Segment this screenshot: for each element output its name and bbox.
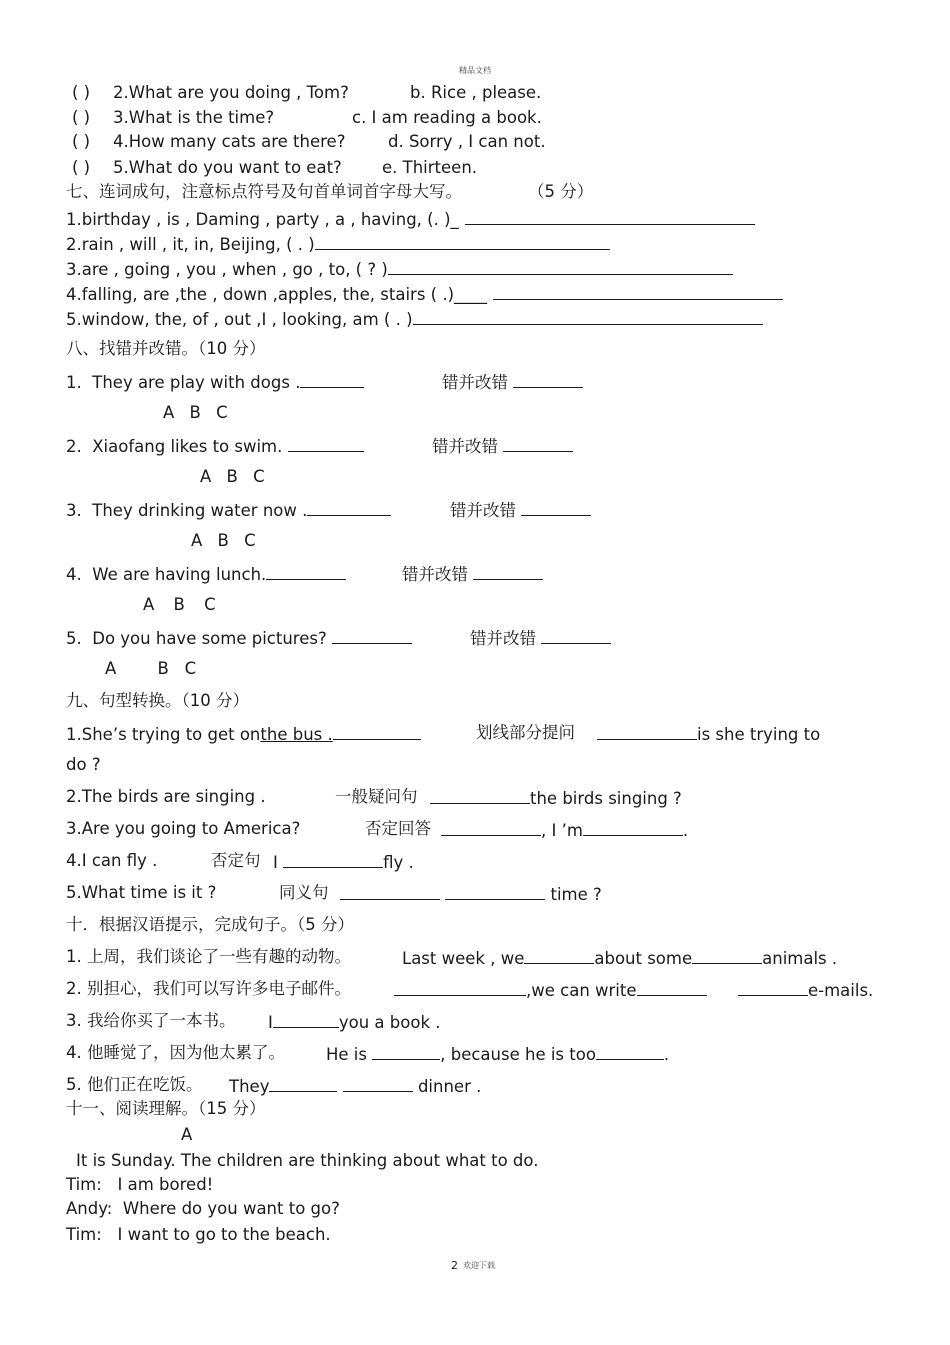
answer-blank: [300, 373, 364, 388]
section7-item: [66, 210, 755, 229]
answer-blank: [583, 821, 683, 836]
reading-line: Andy: Where do you want to go?: [66, 1199, 340, 1218]
option-letters: A B C: [191, 531, 256, 550]
match-answer: e. Thirteen.: [382, 158, 478, 177]
answer-blank: [388, 260, 733, 275]
match-paren: ( ): [72, 83, 91, 102]
section9-item: 3.Are you going to America?: [66, 819, 301, 838]
page-number: 2: [451, 1259, 458, 1272]
answer-blank: [430, 789, 530, 804]
reading-line: Tim: I want to go to the beach.: [66, 1225, 331, 1244]
transform-hint: 同义句: [279, 883, 329, 902]
option-letters: A B C: [143, 595, 216, 614]
answer-blank: [637, 981, 707, 996]
correct-label: 错并改错: [450, 501, 591, 520]
underlined-part: the bus .: [260, 725, 333, 744]
match-answer: d. Sorry , I can not.: [388, 132, 546, 151]
item-number: 1.: [66, 373, 82, 392]
match-question: 3.What is the time?: [113, 108, 275, 127]
answer-blank: [445, 885, 545, 900]
answer-blank: [340, 885, 440, 900]
section11-title: 十一、阅读理解。（15 分）: [66, 1099, 266, 1118]
section10-chinese: 1. 上周，我们谈论了一些有趣的动物。: [66, 947, 351, 966]
match-paren: ( ): [72, 108, 91, 127]
section9-item: do ?: [66, 755, 101, 774]
correct-label: 错并改错: [442, 373, 583, 392]
section10-title: 十．根据汉语提示，完成句子。（5 分）: [66, 915, 354, 934]
answer-blank: [283, 853, 383, 868]
transform-hint: 划线部分提问: [476, 723, 575, 742]
section7-item: [66, 285, 783, 304]
section10-chinese: 2. 别担心，我们可以写许多电子邮件。: [66, 979, 351, 998]
reading-line: It is Sunday. The children are thinking about what to do.: [76, 1151, 539, 1170]
section8-item: [66, 373, 364, 392]
answer-blank: [738, 981, 808, 996]
header-watermark: 精品文档: [459, 66, 491, 75]
section7-item: [66, 310, 763, 329]
section9-item: time ?: [340, 885, 602, 904]
section8-item: [66, 437, 364, 456]
answer-blank: [541, 629, 611, 644]
item-text: 3.are , going , you , when , go , to, ( ? ): [66, 260, 388, 279]
option-letters: A B C: [163, 403, 228, 422]
correct-label: 错并改错: [470, 629, 611, 648]
correct-label: 错并改错: [432, 437, 573, 456]
section9-item: , I ’m .: [441, 821, 688, 840]
transform-hint: 否定回答: [365, 819, 431, 838]
item-number: 2.: [66, 437, 82, 456]
item-text: They drinking water now .: [92, 501, 308, 520]
answer-blank: [465, 210, 755, 225]
answer-blank: [521, 501, 591, 516]
answer-blank: [372, 1045, 440, 1060]
answer-blank: [333, 725, 421, 740]
item-number: 4.: [66, 565, 82, 584]
match-question: 2.What are you doing , Tom?: [113, 83, 349, 102]
answer-blank: [441, 821, 541, 836]
section7-item: [66, 260, 733, 279]
item-text: Do you have some pictures?: [92, 629, 327, 648]
section10-english: He is , because he is too .: [326, 1045, 670, 1064]
correct-label: 错并改错: [402, 565, 543, 584]
section10-english: I you a book .: [268, 1013, 441, 1032]
option-letters: A B C: [200, 467, 265, 486]
answer-blank: [307, 501, 391, 516]
item-text: 5.window, the, of , out ,I , looking, am ( . ): [66, 310, 413, 329]
section7-title: 七、连词成句，注意标点符号及句首单词首字母大写。: [66, 182, 462, 201]
answer-blank: [596, 1045, 664, 1060]
section9-item: 2.The birds are singing .: [66, 787, 266, 806]
section10-chinese: 4. 他睡觉了，因为他太累了。: [66, 1043, 285, 1062]
section8-item: [66, 629, 412, 648]
match-paren: ( ): [72, 132, 91, 151]
item-text: 4.falling, are ,the , down ,apples, the, stairs ( .)____: [66, 285, 488, 304]
answer-blank: [332, 629, 412, 644]
option-letters: A B C: [105, 659, 197, 678]
section9-item: the birds singing ?: [430, 789, 682, 808]
reading-part-label: A: [181, 1125, 193, 1144]
transform-hint: 一般疑问句: [335, 787, 418, 806]
reading-line: Tim: I am bored!: [66, 1175, 214, 1194]
section9-item: is she trying to: [597, 725, 820, 744]
section9-item: I fly .: [273, 853, 414, 872]
section9-title: 九、句型转换。（10 分）: [66, 691, 249, 710]
section8-item: [66, 565, 346, 584]
answer-blank: [524, 949, 594, 964]
match-answer: c. I am reading a book.: [352, 108, 542, 127]
footer-text: 欢迎下载: [463, 1261, 495, 1270]
answer-blank: [288, 437, 364, 452]
answer-blank: [493, 285, 783, 300]
item-text: 1.birthday , is , Daming , party , a , having, (. )_: [66, 210, 459, 229]
section10-chinese: 3. 我给你买了一本书。: [66, 1011, 236, 1030]
match-question: 5.What do you want to eat?: [113, 158, 342, 177]
answer-blank: [394, 981, 526, 996]
section10-english: Last week , we about some animals .: [402, 949, 838, 968]
section7-item: [66, 235, 610, 254]
item-number: 3.: [66, 501, 82, 520]
answer-blank: [692, 949, 762, 964]
item-text: They are play with dogs .: [92, 373, 301, 392]
answer-blank: [269, 1077, 337, 1092]
section8-title: 八、找错并改错。（10 分）: [66, 339, 266, 358]
section9-item: 1.She’s trying to get onthe bus .: [66, 725, 421, 744]
section8-item: [66, 501, 391, 520]
answer-blank: [597, 725, 697, 740]
section9-item: 4.I can fly .: [66, 851, 158, 870]
item-number: 5.: [66, 629, 82, 648]
section9-item: 5.What time is it ?: [66, 883, 217, 902]
answer-blank: [503, 437, 573, 452]
answer-blank: [413, 310, 763, 325]
answer-blank: [315, 235, 610, 250]
match-answer: b. Rice , please.: [410, 83, 542, 102]
section10-chinese: 5. 他们正在吃饭。: [66, 1075, 203, 1094]
item-text: 2.rain , will , it, in, Beijing, ( . ): [66, 235, 315, 254]
section10-english: ,we can write e-mails.: [394, 981, 873, 1000]
answer-blank: [266, 565, 346, 580]
section10-english: They dinner .: [229, 1077, 482, 1096]
match-paren: ( ): [72, 158, 91, 177]
item-text: Xiaofang likes to swim.: [92, 437, 283, 456]
answer-blank: [343, 1077, 413, 1092]
answer-blank: [513, 373, 583, 388]
answer-blank: [473, 565, 543, 580]
section7-score: （5 分）: [528, 182, 594, 201]
item-text: We are having lunch.: [92, 565, 267, 584]
transform-hint: 否定句: [211, 851, 261, 870]
match-question: 4.How many cats are there?: [113, 132, 346, 151]
answer-blank: [273, 1013, 339, 1028]
